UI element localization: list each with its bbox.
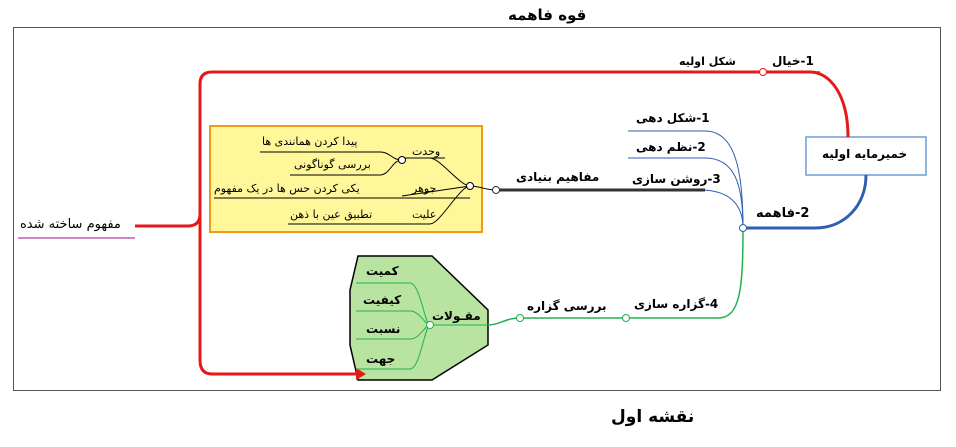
page-title: قوه فاهمه (508, 6, 587, 24)
fahemeh-child-4: 4-گزاره سازی (634, 297, 719, 311)
branch-khayal: 1-خیال (772, 54, 814, 68)
outcome-label: مفهوم ساخته شده (20, 217, 121, 232)
basic-concepts-label: مفاهیم بنیادی (516, 170, 600, 184)
category-1: کمیت (366, 264, 399, 278)
group-elliat: علیت (412, 208, 437, 221)
category-3: نسبت (366, 322, 401, 336)
group-jowhar: جوهر (412, 182, 437, 195)
vahdat-item-2: بررسی گوناگونی (294, 158, 371, 171)
junction-fahemeh (740, 225, 747, 232)
caption: نقشه اول (611, 407, 695, 427)
junction-vahdat (399, 157, 406, 164)
jowhar-item-1: یکی کردن حس ها در یک مفهوم (214, 182, 360, 195)
category-2: کیفیت (363, 293, 402, 307)
junction-gozare-sazi (623, 315, 630, 322)
green-to-categories (488, 318, 520, 325)
group-vahdat: وحدت (412, 145, 441, 158)
branch-khayal-child: شکل اولیه (679, 55, 736, 68)
fahemeh-link-3 (628, 190, 743, 228)
category-4: جهت (366, 352, 396, 366)
red-line-outcome (135, 214, 200, 226)
root-node-label: خمیرمایه اولیه (822, 147, 908, 161)
vahdat-item-1: پیدا کردن همانندی ها (262, 135, 358, 148)
fahemeh-child-3: 3-روشن سازی (632, 172, 721, 186)
elliat-item-1: تطبیق عین با ذهن (290, 208, 373, 221)
fahemeh-child-1: 1-شکل دهی (636, 111, 710, 125)
junction-concepts (493, 187, 500, 194)
fahemeh-link-2 (628, 158, 743, 228)
branch-fahemeh: 2-فاهمه (756, 206, 810, 221)
proposition-label: بررسی گزاره (527, 299, 607, 313)
junction-basic-left (467, 183, 474, 190)
junction-khayal-child (760, 69, 767, 76)
categories-label: مقـولات (432, 309, 481, 323)
junction-proposition (517, 315, 524, 322)
red-line-root-khayal (650, 72, 848, 137)
fahemeh-child-2: 2-نظم دهی (636, 140, 706, 154)
